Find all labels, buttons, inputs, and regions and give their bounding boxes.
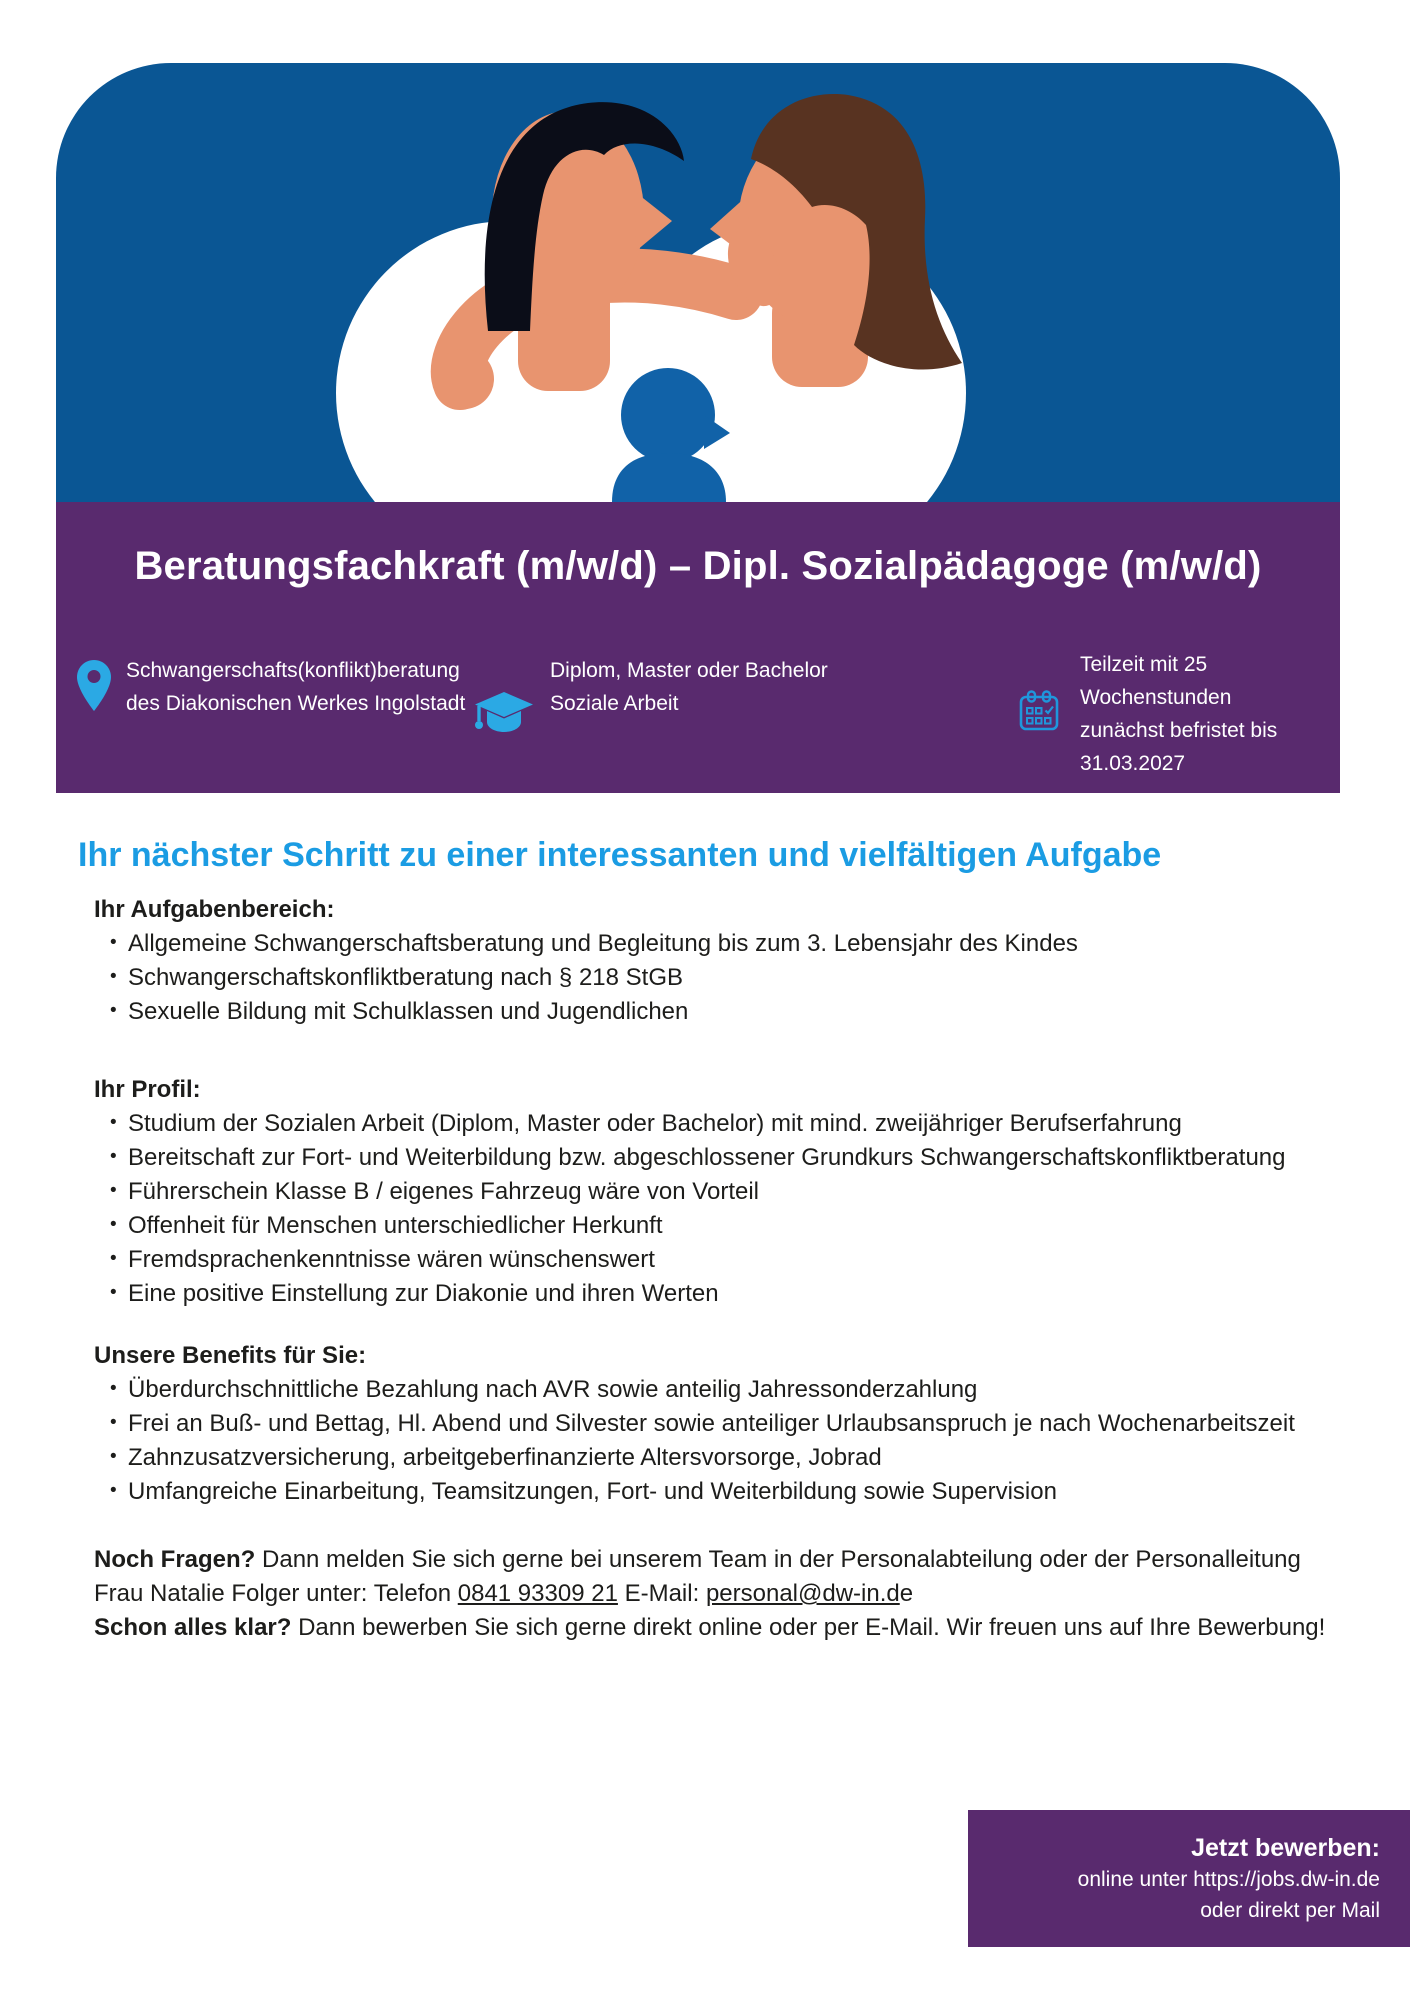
bullet-item: • Bereitschaft zur Fort- und Weiterbildung bzw. abgeschlossener Grundkurs Schwangerschaftskonfliktberatung — [94, 1141, 1340, 1175]
contact-question-2: Schon alles klar? — [94, 1614, 292, 1641]
worktime-line: 31.03.2027 — [1080, 752, 1186, 775]
main-content — [94, 893, 1340, 1645]
degree-line: Diplom, Master oder Bachelor — [550, 659, 828, 682]
task-list — [94, 927, 1340, 1029]
bullet-item: • Fremdsprachenkenntnisse wären wünschenswert — [94, 1243, 1340, 1277]
apply-mail-line: oder direkt per Mail — [1200, 1899, 1380, 1922]
section-benefits — [94, 1339, 1340, 1509]
degree-line: Soziale Arbeit — [550, 692, 679, 715]
apply-now-box[interactable] — [968, 1810, 1410, 1947]
benefits-list — [94, 1373, 1340, 1509]
location-line: Schwangerschafts(konflikt)beratung — [126, 659, 460, 682]
worktime-line: Wochenstunden — [1080, 686, 1232, 709]
bullet-item: • Allgemeine Schwangerschaftsberatung und Begleitung bis zum 3. Lebensjahr des Kindes — [94, 927, 1340, 961]
email-link[interactable]: personal@dw-in.d — [705, 1580, 900, 1607]
section-heading: Ihr Profil: — [94, 1076, 201, 1103]
info-degree — [550, 654, 828, 720]
worktime-line: Teilzeit mit 25 — [1080, 653, 1208, 676]
bullet-item: • Offenheit für Menschen unterschiedlicher Herkunft — [94, 1209, 1340, 1243]
section-heading: Unsere Benefits für Sie: — [94, 1342, 367, 1369]
section-profile — [94, 1073, 1340, 1311]
info-worktime — [1080, 648, 1277, 780]
email-tail: e — [899, 1580, 914, 1607]
bullet-item: • Zahnzusatzversicherung, arbeitgeberfinanzierte Altersvorsorge, Jobrad — [94, 1441, 1340, 1475]
email-label: E-Mail: — [617, 1580, 706, 1607]
phone-link[interactable]: 0841 93309 21 — [457, 1580, 618, 1607]
contact-text-1: Dann melden Sie sich gerne bei unserem Team in der Personalabteilung oder der Personalleitung Frau Natalie Folger unter: Telefon — [94, 1546, 1301, 1607]
apply-title: Jetzt bewerben: — [1191, 1834, 1380, 1862]
page-headline: Ihr nächster Schritt zu einer interessanten und vielfältigen Aufgabe — [78, 836, 1162, 874]
bullet-item: • Studium der Sozialen Arbeit (Diplom, Master oder Bachelor) mit mind. zweijähriger Berufserfahrung — [94, 1107, 1340, 1141]
title-banner — [56, 502, 1340, 793]
couple-with-child-illustration — [56, 63, 1340, 502]
couple-illustration-svg — [56, 63, 1340, 502]
graduation-cap-icon — [475, 692, 533, 739]
contact-paragraph — [94, 1543, 1340, 1645]
contact-question-1: Noch Fragen? — [94, 1546, 256, 1573]
location-line: des Diakonischen Werkes Ingolstadt — [126, 692, 466, 715]
bullet-item: • Schwangerschaftskonfliktberatung nach § 218 StGB — [94, 961, 1340, 995]
apply-url-line[interactable]: online unter https://jobs.dw-in.de — [1077, 1868, 1380, 1891]
worktime-line: zunächst befristet bis — [1080, 719, 1278, 742]
bullet-item: • Überdurchschnittliche Bezahlung nach AVR sowie anteilig Jahressonderzahlung — [94, 1373, 1340, 1407]
bullet-item: • Eine positive Einstellung zur Diakonie und ihren Werten — [94, 1277, 1340, 1311]
profile-list — [94, 1107, 1340, 1311]
contact-text-2: Dann bewerben Sie sich gerne direkt online oder per E-Mail. Wir freuen uns auf Ihre Bewerbung! — [291, 1614, 1326, 1641]
job-title: Beratungsfachkraft (m/w/d) – Dipl. Sozialpädagoge (m/w/d) — [134, 544, 1262, 588]
bullet-item: • Frei an Buß- und Bettag, Hl. Abend und Silvester sowie anteiliger Urlaubsanspruch je nach Wochenarbeitszeit — [94, 1407, 1340, 1441]
bullet-item: • Sexuelle Bildung mit Schulklassen und Jugendlichen — [94, 995, 1340, 1029]
section-heading: Ihr Aufgabenbereich: — [94, 896, 335, 923]
location-pin-icon — [77, 660, 111, 712]
calendar-icon — [1018, 690, 1060, 732]
section-tasks — [94, 893, 1340, 1029]
bullet-item: • Umfangreiche Einarbeitung, Teamsitzungen, Fort- und Weiterbildung sowie Supervision — [94, 1475, 1340, 1509]
info-location — [126, 654, 465, 720]
bullet-item: • Führerschein Klasse B / eigenes Fahrzeug wäre von Vorteil — [94, 1175, 1340, 1209]
hero — [56, 63, 1340, 793]
